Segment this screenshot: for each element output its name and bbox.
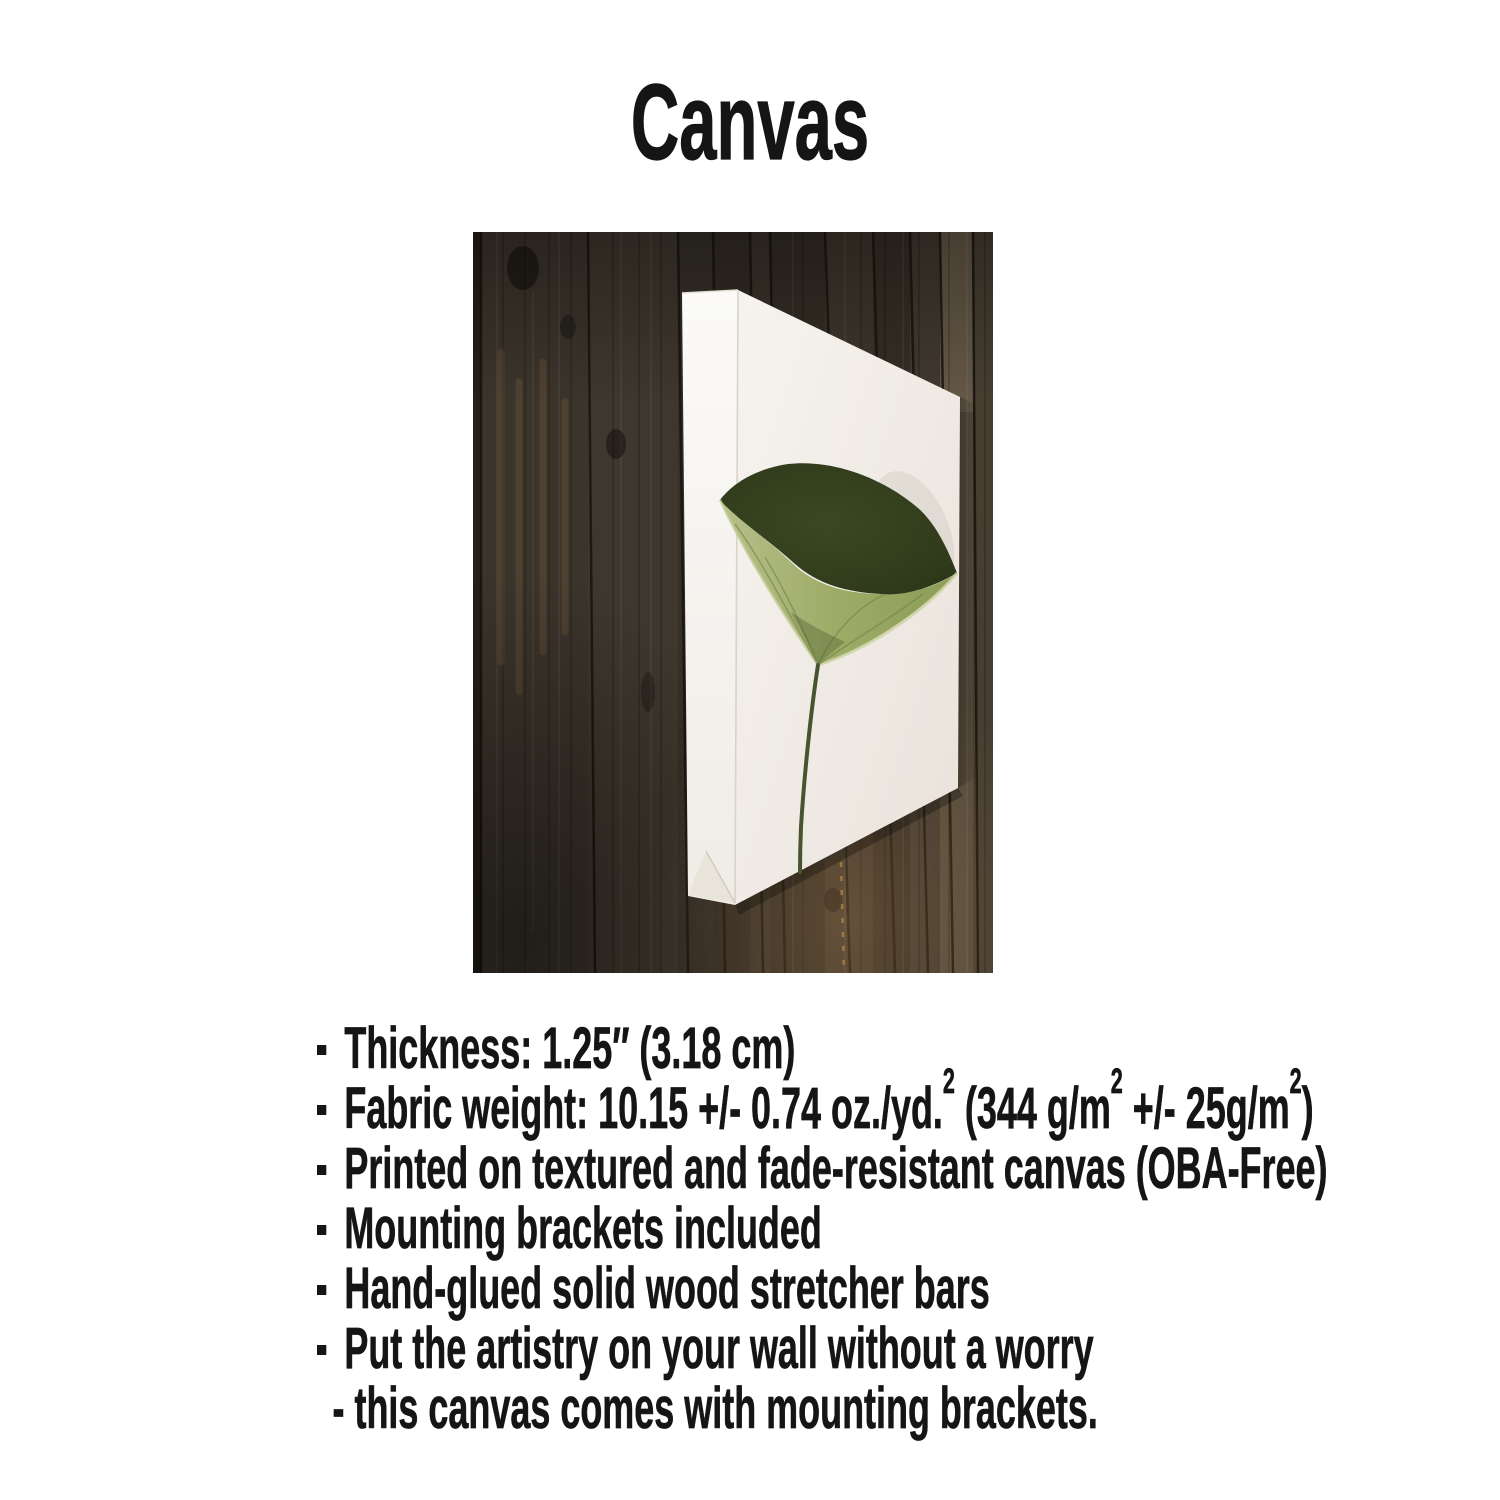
page-title: Canvas xyxy=(630,61,870,182)
product-photo xyxy=(473,232,993,973)
canvas-cast-shadow xyxy=(958,397,978,788)
spec-item xyxy=(317,1062,1327,1141)
spec-item xyxy=(317,1376,1327,1441)
spec-item xyxy=(317,1196,1327,1261)
spec-text: Fabric weight: 10.15 +/- 0.74 oz./yd.$^2$ (344 $g/m^2$ +/- $25g/m^2$) xyxy=(344,1062,1314,1141)
spec-item xyxy=(317,1256,1327,1321)
bullet-square-icon xyxy=(317,1285,326,1295)
spec-text: Printed on textured and fade-resistant canvas (OBA-Free) xyxy=(344,1136,1328,1201)
bullet-square-icon xyxy=(317,1045,326,1055)
spec-item xyxy=(317,1016,1327,1081)
spec-list xyxy=(317,1016,1500,1441)
spec-text: Mounting brackets included xyxy=(344,1196,822,1261)
bullet-square-icon xyxy=(317,1105,326,1115)
bullet-square-icon xyxy=(317,1225,326,1235)
spec-item xyxy=(317,1136,1328,1201)
product-photo-graphic xyxy=(473,232,993,973)
bullet-square-icon xyxy=(317,1345,326,1355)
spec-text: - this canvas comes with mounting brackets. xyxy=(332,1376,1098,1441)
spec-text: Hand-glued solid wood stretcher bars xyxy=(344,1256,990,1321)
spec-text: Put the artistry on your wall without a worry xyxy=(344,1316,1094,1381)
bullet-square-icon xyxy=(317,1165,326,1175)
spec-item xyxy=(317,1316,1327,1381)
spec-text: Thickness: 1.25″ (3.18 cm) xyxy=(344,1016,796,1081)
canvas-side-edge xyxy=(682,290,738,905)
